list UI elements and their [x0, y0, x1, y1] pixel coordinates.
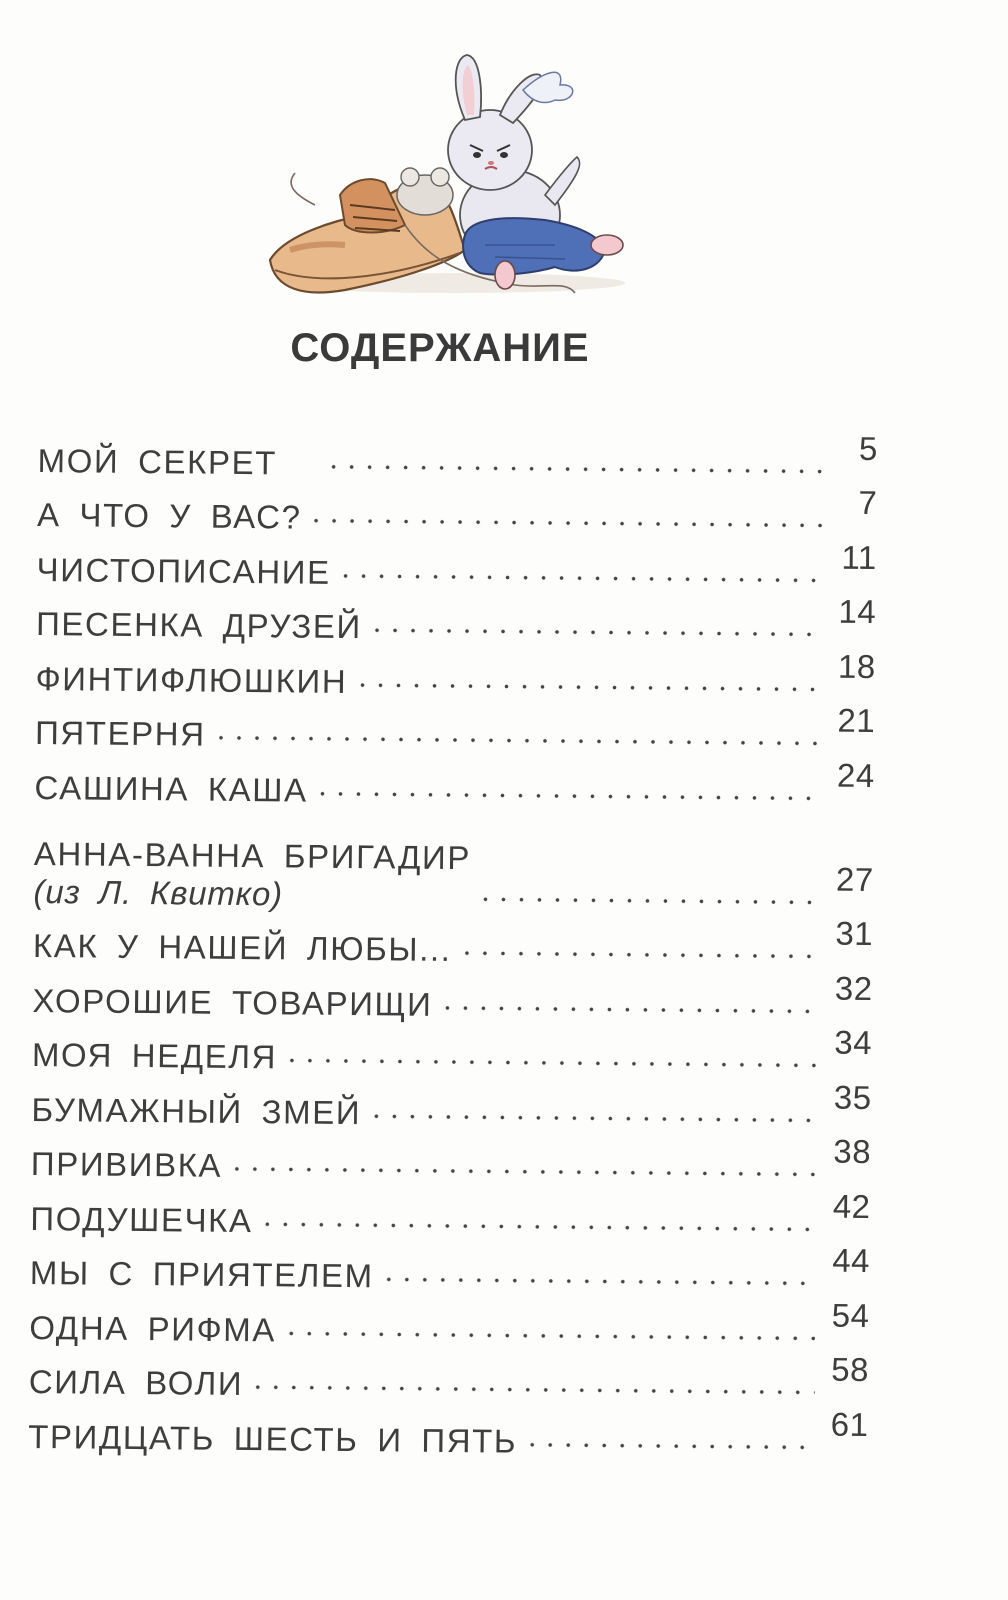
- toc-entry-title: ХОРОШИЕ ТОВАРИЩИ: [32, 981, 433, 1023]
- toc-entry[interactable]: [34, 752, 874, 815]
- toc-entry-page: 31: [835, 914, 874, 953]
- toc-entry[interactable]: [35, 643, 875, 706]
- toc-entry-title: КАК У НАШЕЙ ЛЮБЫ...: [32, 927, 452, 969]
- toc-entry[interactable]: [29, 1292, 869, 1355]
- toc-entry-page: 38: [833, 1132, 872, 1171]
- toc-leader-dots: [283, 1050, 818, 1075]
- toc-entry-subtitle: (из Л. Квитко): [33, 872, 284, 912]
- page-title: СОДЕРЖАНИЕ: [290, 326, 590, 370]
- toc-entry-title: ТРИДЦАТЬ ШЕСТЬ И ПЯТЬ: [28, 1417, 518, 1460]
- toc-entry[interactable]: [33, 910, 873, 973]
- toc-entry-title: ПРИВИВКА: [30, 1145, 223, 1184]
- toc-entry-page: 27: [835, 860, 874, 898]
- toc-entry-page: 42: [832, 1187, 871, 1225]
- toc-entry-page: 7: [858, 483, 878, 522]
- toc-leader-dots: [337, 565, 823, 590]
- toc-entry[interactable]: [37, 425, 877, 488]
- toc-entry-title-line: АННА-ВАННА БРИГАДИР: [33, 834, 472, 876]
- toc-entry[interactable]: [30, 1183, 870, 1246]
- toc-leader-dots: [457, 943, 819, 966]
- toc-leader-dots: [523, 1434, 814, 1457]
- toc-leader-dots: [314, 783, 821, 808]
- toc-entry[interactable]: [32, 965, 872, 1028]
- toc-entry[interactable]: [32, 1019, 872, 1082]
- toc-leader-dots: [368, 620, 822, 644]
- toc-entry[interactable]: [31, 1128, 871, 1191]
- toc-entry[interactable]: [31, 1074, 871, 1137]
- toc-entry-page: 14: [838, 592, 877, 631]
- toc-entry-page: 54: [831, 1296, 870, 1334]
- toc-entry-page: 35: [833, 1078, 872, 1116]
- table-of-contents: [28, 425, 878, 1464]
- toc-leader-dots: [228, 1159, 817, 1185]
- toc-leader-dots: [380, 1269, 816, 1293]
- toc-entry[interactable]: [36, 534, 876, 597]
- toc-entry-page: 58: [831, 1350, 870, 1389]
- toc-entry[interactable]: [33, 806, 874, 918]
- toc-entry[interactable]: [30, 1237, 870, 1300]
- toc-entry-page: 34: [834, 1023, 873, 1062]
- toc-entry[interactable]: [36, 588, 876, 651]
- toc-entry-page: 5: [858, 429, 878, 467]
- toc-entry-page: 44: [832, 1241, 871, 1280]
- toc-leader-dots: [476, 889, 819, 912]
- toc-entry-page: 61: [830, 1405, 869, 1443]
- toc-entry-title: ФИНТИФЛЮШКИН: [35, 659, 348, 700]
- toc-leader-dots: [307, 511, 823, 536]
- toc-entry-title: А ЧТО У ВАС?: [36, 496, 302, 536]
- toc-entry-page: 18: [837, 647, 876, 685]
- toc-entry-title: БУМАЖНЫЙ ЗМЕЙ: [31, 1090, 362, 1131]
- toc-entry[interactable]: [29, 1346, 869, 1409]
- toc-entry-title: САШИНА КАША: [34, 768, 308, 809]
- toc-entry[interactable]: [28, 1401, 868, 1464]
- toc-entry-title: ОДНА РИФМА: [29, 1308, 277, 1348]
- toc-leader-dots: [249, 1377, 815, 1402]
- toc-leader-dots: [282, 1323, 816, 1348]
- toc-leader-dots: [353, 675, 821, 699]
- toc-entry-title: МОЙ СЕКРЕТ: [37, 441, 278, 481]
- toc-entry-title: МЫ С ПРИЯТЕЛЕМ: [29, 1254, 374, 1295]
- toy-bunny-and-old-shoe-illustration: [255, 45, 635, 315]
- toc-entry-title: МОЯ НЕДЕЛЯ: [31, 1036, 278, 1076]
- toc-entry-title: ЧИСТОПИСАНИЕ: [36, 550, 331, 591]
- toc-leader-dots: [212, 728, 822, 754]
- toc-entry-title: [33, 835, 471, 915]
- toc-entry[interactable]: [37, 479, 877, 542]
- toc-leader-dots: [367, 1106, 817, 1130]
- toc-entry-title: ПЯТЕРНЯ: [34, 714, 206, 753]
- toc-entry[interactable]: [35, 697, 875, 760]
- toc-leader-dots: [258, 1214, 816, 1239]
- toc-entry-page: 24: [836, 756, 875, 794]
- toc-leader-dots: [325, 456, 824, 481]
- toc-entry-page: 32: [834, 969, 873, 1007]
- toc-entry-title: СИЛА ВОЛИ: [28, 1363, 244, 1403]
- toc-leader-dots: [438, 997, 818, 1021]
- toc-entry-title: ПЕСЕНКА ДРУЗЕЙ: [35, 605, 363, 646]
- toc-entry-title: ПОДУШЕЧКА: [30, 1199, 253, 1239]
- toc-entry-page: 11: [841, 538, 877, 576]
- toc-entry-page: 21: [837, 701, 876, 740]
